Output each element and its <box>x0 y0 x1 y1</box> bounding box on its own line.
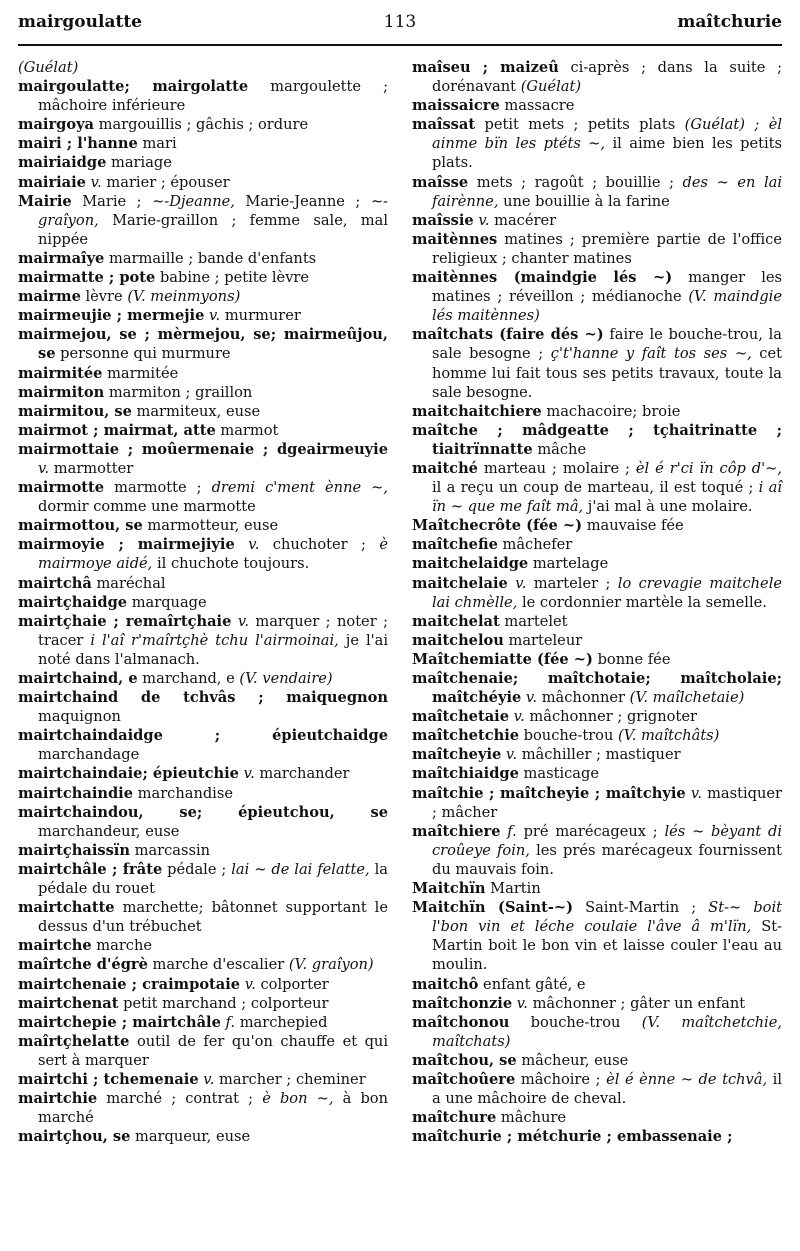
dictionary-entry <box>412 268 782 325</box>
entry-definition: pré marécageux ; <box>516 822 665 840</box>
entry-headword: mairtchi ; tchemenaie <box>18 1070 199 1088</box>
entry-headword: Maîtchemiatte (fée ~) <box>412 650 593 668</box>
entry-definition: mâche <box>532 440 587 458</box>
entry-definition: marche <box>91 937 153 955</box>
entry-headword: maîrtçhelatte <box>18 1032 130 1050</box>
dictionary-entry <box>412 764 782 783</box>
entry-definition: marcassin <box>129 841 211 859</box>
entry-headword: maitchelat <box>412 612 500 630</box>
entry-definition: St-Martin boit le bon vin et laisse couler l'eau au moulin. <box>432 918 782 974</box>
entry-italic: v. <box>690 784 702 802</box>
dictionary-entry <box>412 96 782 115</box>
entry-headword: maîtchou, se <box>412 1051 517 1069</box>
entry-definition: une bouillie à la farine <box>498 192 670 210</box>
entry-definition: mari <box>137 135 177 153</box>
entry-definition: massacre <box>499 97 575 115</box>
entry-headword: mairtçhaie ; remaîrtçhaie <box>18 612 232 630</box>
entry-italic: v. <box>515 574 527 592</box>
entry-headword: mairmottaie ; moûermenaie ; dgeairmeuyie <box>18 440 388 458</box>
dictionary-entry <box>412 115 782 172</box>
dictionary-entry <box>412 745 782 764</box>
entry-headword: Maîtchecrôte (fée ~) <box>412 517 583 535</box>
entry-headword: mairtchâle ; frâte <box>18 860 163 878</box>
entry-definition: pédale ; <box>162 860 232 878</box>
dictionary-entry <box>412 822 782 879</box>
entry-italic: v. <box>248 536 260 554</box>
entry-definition: masticage <box>518 765 599 783</box>
entry-italic: v. <box>209 307 221 325</box>
dictionary-entry <box>18 306 388 325</box>
entry-headword: maîtchenaie; maîtchotaie; maîtcholaie; maîtchéyie <box>412 670 782 707</box>
dictionary-entry <box>18 115 388 134</box>
entry-definition: le cordonnier martèle la semelle. <box>517 593 767 611</box>
entry-headword: mairtçhaissïn <box>18 841 130 859</box>
dictionary-entry <box>18 898 388 936</box>
entry-headword: mairmitée <box>18 364 103 382</box>
entry-italic: i aî ïn ~ que me faît mâ, <box>432 479 782 516</box>
entry-italic: lo crevagie maitchele lai chmèlle, <box>432 574 782 611</box>
entry-definition: j'ai mal à une molaire. <box>583 498 753 516</box>
entry-headword: maitchelaidge <box>412 555 529 573</box>
dictionary-entry <box>18 764 388 783</box>
entry-definition: marchepied <box>235 1013 328 1031</box>
entry-headword: maîtchonou <box>412 1013 510 1031</box>
entry-headword: maîtche ; mâdgeatte ; tçhaitrinatte ; tiaitrïnnatte <box>412 421 782 458</box>
dictionary-entry <box>412 173 782 211</box>
entry-headword: mairmaîye <box>18 249 105 267</box>
entry-definition: marchander <box>254 765 350 783</box>
dictionary-entry <box>412 726 782 745</box>
dictionary-entry <box>18 1089 388 1127</box>
entry-headword: mairme <box>18 288 81 306</box>
entry-headword: mairtchepie ; mairtchâle <box>18 1013 221 1031</box>
entry-headword: mairtche <box>18 937 92 955</box>
entry-definition: babine ; petite lèvre <box>155 269 310 287</box>
entry-definition: la pédale du rouet <box>38 860 388 898</box>
entry-definition: machacoire; broie <box>541 402 681 420</box>
entry-definition: marmotte ; <box>104 479 212 497</box>
dictionary-entry <box>412 1051 782 1070</box>
entry-definition: marché ; contrat ; <box>97 1090 263 1108</box>
entry-definition: marchandise <box>133 784 233 802</box>
entry-italic: (V. meinmyons) <box>127 288 241 306</box>
entry-headword: maitènnes (maindgie lés ~) <box>412 269 673 287</box>
entry-definition: chuchoter ; <box>259 536 380 554</box>
entry-headword: maîseu ; maizeû <box>412 59 559 76</box>
entry-headword: maîtchefie <box>412 536 498 554</box>
entry-definition: marteau ; molaire ; <box>477 459 636 477</box>
entry-definition: dormir comme une marmotte <box>38 498 256 516</box>
entry-definition: marmiton ; graillon <box>104 383 253 401</box>
dictionary-entry <box>18 726 388 764</box>
entry-definition: macérer <box>489 211 557 229</box>
entry-definition: personne qui murmure <box>55 345 231 363</box>
entry-definition: bouche-trou <box>519 727 619 745</box>
entry-definition: mâchefer <box>497 536 573 554</box>
dictionary-entry <box>18 325 388 363</box>
dictionary-entry <box>18 841 388 860</box>
dictionary-entry <box>412 1070 782 1108</box>
entry-italic: v. <box>244 975 256 993</box>
dictionary-entry <box>18 803 388 841</box>
entry-headword: mairgoya <box>18 116 95 134</box>
entry-italic: dremi c'ment ènne ~, <box>211 479 388 497</box>
page-number: 113 <box>383 12 417 32</box>
entry-headword: mairtçhaidge <box>18 593 128 611</box>
dictionary-entry <box>412 459 782 516</box>
dictionary-entry <box>18 994 388 1013</box>
dictionary-entry <box>18 173 388 192</box>
entry-definition: les prés marécageux fournissent du mauvais foin. <box>432 841 782 878</box>
entry-headword: maîtchiere <box>412 822 501 840</box>
entry-headword: maissaicre <box>412 97 500 115</box>
dictionary-entry <box>18 688 388 726</box>
entry-headword: maîtchetchie <box>412 727 520 745</box>
dictionary-entry <box>18 77 388 115</box>
entry-definition: marmaille ; bande d'enfants <box>104 249 317 267</box>
dictionary-entry <box>412 554 782 573</box>
entry-definition: il a une mâchoire de cheval. <box>432 1070 783 1108</box>
entry-definition: mariage <box>106 154 172 172</box>
dictionary-entry <box>18 364 388 383</box>
dictionary-entry <box>18 383 388 402</box>
entry-italic: v. <box>90 173 102 191</box>
entry-definition: marche d'escalier <box>147 956 289 974</box>
entry-definition: mastiquer ; mâcher <box>432 784 782 821</box>
dictionary-entry <box>18 421 388 440</box>
entry-italic: (V. maindgie lés maitènnes) <box>432 288 782 325</box>
entry-definition: martelage <box>528 555 609 573</box>
entry-definition: Martin <box>485 880 541 898</box>
dictionary-entry <box>412 574 782 612</box>
header-rule <box>18 44 782 46</box>
entry-headword: mairmiton <box>18 383 105 401</box>
entry-definition: lèvre <box>80 288 128 306</box>
entry-definition: il chuchote toujours. <box>152 555 310 573</box>
entry-definition: enfant gâté, e <box>478 975 586 993</box>
entry-definition: marcher ; cheminer <box>214 1070 366 1088</box>
entry-italic: èl é ènne ~ de tchvâ, <box>606 1070 768 1088</box>
entry-headword: maitènnes <box>412 230 498 248</box>
entry-headword: mairtchaindie <box>18 784 134 802</box>
entry-italic: v. <box>478 211 490 229</box>
dictionary-entry <box>18 402 388 421</box>
entry-definition: ci-après ; dans la suite ; dorénavant <box>432 59 782 96</box>
entry-italic: ~-Djeanne, <box>152 192 235 210</box>
entry-italic: i l'aî r'maîrtçhè tchu l'airmoinai, <box>90 631 339 649</box>
dictionary-entry <box>412 325 782 401</box>
entry-headword: mairtchaindaie; épieutchie <box>18 765 239 783</box>
dictionary-entry <box>412 58 782 96</box>
entry-headword: maitchelaie <box>412 574 508 592</box>
entry-headword: maîtcheyie <box>412 746 502 764</box>
entry-italic: è mairmoye aidé, <box>38 536 389 573</box>
entry-headword: mairtchâ <box>18 574 92 592</box>
dictionary-entry <box>412 898 782 974</box>
entry-headword: maitchaitchiere <box>412 402 542 420</box>
entry-italic: lés ~ bèyant di croûeye foin, <box>432 822 783 859</box>
entry-headword: Mairie <box>18 192 72 210</box>
entry-italic: v. <box>243 765 255 783</box>
entry-italic: (Guélat) <box>18 59 79 76</box>
entry-headword: mairgoulatte; mairgolatte <box>18 78 249 96</box>
entry-definition: mets ; ragoût ; bouillie ; <box>468 173 683 191</box>
entry-definition: cet homme lui fait tous ses petits travaux, toute la sale besogne. <box>432 345 782 401</box>
entry-italic: (V. maîlchetaie) <box>629 689 745 707</box>
entry-italic: v. <box>513 708 525 726</box>
entry-definition: marquage <box>127 593 207 611</box>
dictionary-entry <box>412 211 782 230</box>
entry-headword: mairiaie <box>18 173 86 191</box>
entry-definition: maquignon <box>38 708 121 726</box>
right-column <box>412 58 782 1146</box>
dictionary-entry <box>18 440 388 478</box>
entry-headword: maîrtche d'égrè <box>18 956 148 974</box>
entry-headword: maitché <box>412 459 478 477</box>
dictionary-entry <box>18 936 388 955</box>
entry-headword: mairtçhou, se <box>18 1128 131 1146</box>
entry-definition: mâcheur, euse <box>516 1051 629 1069</box>
dictionary-entry <box>18 1127 388 1146</box>
entry-definition: martelet <box>499 612 568 630</box>
dictionary-entry <box>412 650 782 669</box>
entry-headword: mairmeujie ; mermejie <box>18 307 205 325</box>
dictionary-entry <box>18 1032 388 1070</box>
dictionary-entry <box>412 669 782 707</box>
entry-definition: petit mets ; petits plats <box>475 116 685 134</box>
entry-definition: maréchal <box>91 574 166 592</box>
dictionary-entry <box>412 1013 782 1051</box>
entry-headword: mairtchaind, e <box>18 670 138 687</box>
dictionary-entry <box>18 287 388 306</box>
entry-headword: mairi ; l'hanne <box>18 135 138 153</box>
entry-definition: petit marchand ; colporteur <box>118 994 329 1012</box>
entry-definition: marteleur <box>503 631 583 649</box>
entry-italic: èl é r'ci ïn côp d'~, <box>635 459 782 477</box>
entry-italic: (Guélat) ; èl ainme bïn les ptéts ~, <box>432 116 782 153</box>
entry-definition: marmotteur, euse <box>142 517 279 535</box>
entry-definition: marqueur, euse <box>130 1128 251 1146</box>
entry-headword: mairtchenaie ; craimpotaie <box>18 975 241 993</box>
entry-headword: maîtchetaie <box>412 708 509 726</box>
dictionary-entry <box>18 574 388 593</box>
entry-definition: marchette; bâtonnet supportant le dessus d'un trébuchet <box>38 899 388 936</box>
dictionary-entry <box>18 593 388 612</box>
entry-headword: maîtchiaidge <box>412 765 519 783</box>
entry-headword: mairtchaindaidge ; épieutchaidge <box>18 727 388 745</box>
page-header <box>18 8 782 44</box>
entry-definition: Marie ; <box>71 192 153 210</box>
entry-definition: il a reçu un coup de marteau, il est toqué ; <box>432 479 759 497</box>
entry-headword: maîtchure <box>412 1109 497 1127</box>
entry-italic: v. <box>203 1070 215 1088</box>
dictionary-entry <box>18 58 388 77</box>
entry-italic: (V. maîtchetchie, maîtchats) <box>432 1013 782 1050</box>
dictionary-entry <box>18 134 388 153</box>
entry-headword: mairtchatte <box>18 899 115 917</box>
entry-italic: v. <box>525 689 538 707</box>
entry-definition: à bon marché <box>38 1090 388 1127</box>
entry-headword: maîtchurie ; métchurie ; embassenaie ; <box>412 1128 733 1146</box>
dictionary-entry <box>412 402 782 421</box>
dictionary-entry <box>18 478 388 516</box>
entry-definition: mâchonner ; gâter un enfant <box>527 994 746 1012</box>
dictionary-entry <box>18 975 388 994</box>
entry-definition: mâchoire ; <box>515 1070 607 1088</box>
dictionary-entry <box>18 612 388 669</box>
entry-definition: marchandeur, euse <box>38 822 180 840</box>
entry-definition: matines ; première partie de l'office religieux ; chanter matines <box>432 230 782 267</box>
dictionary-entry <box>412 975 782 994</box>
entry-definition: marier ; épouser <box>101 173 230 191</box>
entry-definition: mâchure <box>496 1109 567 1127</box>
dictionary-entry <box>18 669 388 688</box>
entry-italic: v. <box>516 994 528 1012</box>
dictionary-entry <box>412 1127 782 1146</box>
dictionary-entry <box>18 1070 388 1089</box>
entry-headword: mairtchie <box>18 1090 98 1108</box>
entry-italic: ç't'hanne y faît tos ses ~, <box>550 345 752 363</box>
entry-italic: (V. vendaire) <box>239 670 333 687</box>
dictionary-entry <box>412 1108 782 1127</box>
entry-italic: (V. maîtchâts) <box>618 727 720 745</box>
dictionary-entry <box>412 230 782 268</box>
dictionary-entry <box>412 784 782 822</box>
entry-definition: bouche-trou <box>509 1013 642 1031</box>
entry-definition: marteler ; <box>526 574 618 592</box>
entry-definition: Saint-Martin ; <box>573 899 709 917</box>
entry-headword: Maitchïn (Saint-~) <box>412 899 574 917</box>
entry-definition: marquer ; noter ; tracer <box>38 612 389 649</box>
entry-headword: mairmoyie ; mairmejiyie <box>18 536 235 554</box>
dictionary-entry <box>18 153 388 172</box>
entry-headword: mairtchenat <box>18 994 119 1012</box>
entry-italic: des ~ en lai fairènne, <box>432 173 782 210</box>
entry-definition: Marie-graillon ; femme sale, mal nippée <box>38 211 388 248</box>
entry-headword: Maitchïn <box>412 880 486 898</box>
dictionary-entry <box>18 955 388 974</box>
dictionary-entry <box>412 707 782 726</box>
dictionary-entry <box>412 421 782 459</box>
entry-definition: bonne fée <box>592 650 671 668</box>
entry-italic: (V. graîyon) <box>288 956 374 974</box>
entry-definition: je l'ai noté dans l'almanach. <box>38 631 389 668</box>
entry-definition: mâchonner <box>537 689 630 707</box>
entry-headword: maîtchoûere <box>412 1070 516 1088</box>
entry-italic: è bon ~, <box>262 1090 334 1108</box>
dictionary-entry <box>18 1013 388 1032</box>
entry-headword: mairmejou, se ; mèrmejou, se; mairmeûjou, se <box>18 326 388 363</box>
entry-definition: marchand, e <box>137 670 240 687</box>
dictionary-columns <box>18 58 782 1246</box>
entry-headword: maitchelou <box>412 631 504 649</box>
entry-definition: outil de fer qu'on chauffe et qui sert à marquer <box>38 1032 388 1069</box>
entry-definition: mâchiller ; mastiquer <box>517 746 681 764</box>
entry-headword: mairmatte ; pote <box>18 269 156 287</box>
dictionary-entry <box>412 535 782 554</box>
entry-definition: manger les matines ; réveillon ; médianoche <box>432 269 782 306</box>
dictionary-entry <box>412 612 782 631</box>
entry-italic: v. <box>38 459 50 477</box>
entry-headword: maîtchonzie <box>412 994 513 1012</box>
left-running-headword: mairgoulatte <box>18 12 142 32</box>
entry-italic: v. <box>237 612 249 630</box>
entry-italic: f. <box>507 822 517 840</box>
dictionary-entry <box>18 860 388 898</box>
dictionary-entry <box>18 192 388 249</box>
dictionary-entry <box>18 784 388 803</box>
entry-definition: marmitée <box>102 364 179 382</box>
entry-definition: margouillis ; gâchis ; ordure <box>94 116 309 134</box>
entry-headword: maîtchats (faire dés ~) <box>412 326 604 344</box>
entry-headword: mairmitou, se <box>18 402 132 420</box>
dictionary-entry <box>18 535 388 573</box>
entry-definition: Marie-Jeanne ; <box>234 192 371 210</box>
entry-headword: maîssie <box>412 211 474 229</box>
entry-headword: mairtchaindou, se; épieutchou, se <box>18 803 388 821</box>
entry-definition: colporter <box>255 975 329 993</box>
dictionary-entry <box>412 516 782 535</box>
entry-definition: marmiteux, euse <box>131 402 261 420</box>
entry-headword: maîsse <box>412 173 469 191</box>
dictionary-entry <box>412 994 782 1013</box>
dictionary-entry <box>18 268 388 287</box>
left-column <box>18 58 388 1146</box>
dictionary-entry <box>18 249 388 268</box>
entry-italic: lai ~ de lai felatte, <box>231 860 370 878</box>
entry-definition: marmot <box>215 421 279 439</box>
entry-definition: marchandage <box>38 746 140 764</box>
entry-italic: (Guélat) <box>520 78 582 96</box>
entry-definition: mauvaise fée <box>582 517 684 535</box>
right-running-headword: maîtchurie <box>677 12 782 32</box>
entry-definition: il aime bien les petits plats. <box>432 135 782 172</box>
dictionary-entry <box>412 631 782 650</box>
entry-definition <box>235 536 248 553</box>
entry-headword: mairiaidge <box>18 154 107 172</box>
entry-headword: maitchô <box>412 975 479 993</box>
entry-headword: mairmottou, se <box>18 517 143 535</box>
entry-headword: mairmotte <box>18 479 105 497</box>
entry-headword: mairtchaind de tchvâs ; maiquegnon <box>18 689 388 707</box>
entry-definition: mâchonner ; grignoter <box>524 708 697 726</box>
dictionary-entry <box>18 516 388 535</box>
entry-italic: v. <box>505 746 518 764</box>
entry-definition: murmurer <box>220 307 301 325</box>
entry-definition: marmotter <box>49 459 134 477</box>
entry-italic: St-~ boit l'bon vin et léche coulaie l'âve â m'lïn, <box>432 899 782 936</box>
dictionary-entry <box>412 879 782 898</box>
entry-italic: f. <box>225 1013 236 1031</box>
entry-headword: maîtchie ; maîtcheyie ; maîtchyie <box>412 784 686 802</box>
entry-definition: margoulette ; mâchoire inférieure <box>38 78 388 115</box>
entry-italic: ~-graîyon, <box>38 192 388 229</box>
entry-headword: mairmot ; mairmat, atte <box>18 421 216 439</box>
entry-definition: faire le bouche-trou, la sale besogne ; <box>432 326 782 363</box>
entry-headword: maîssat <box>412 116 476 134</box>
